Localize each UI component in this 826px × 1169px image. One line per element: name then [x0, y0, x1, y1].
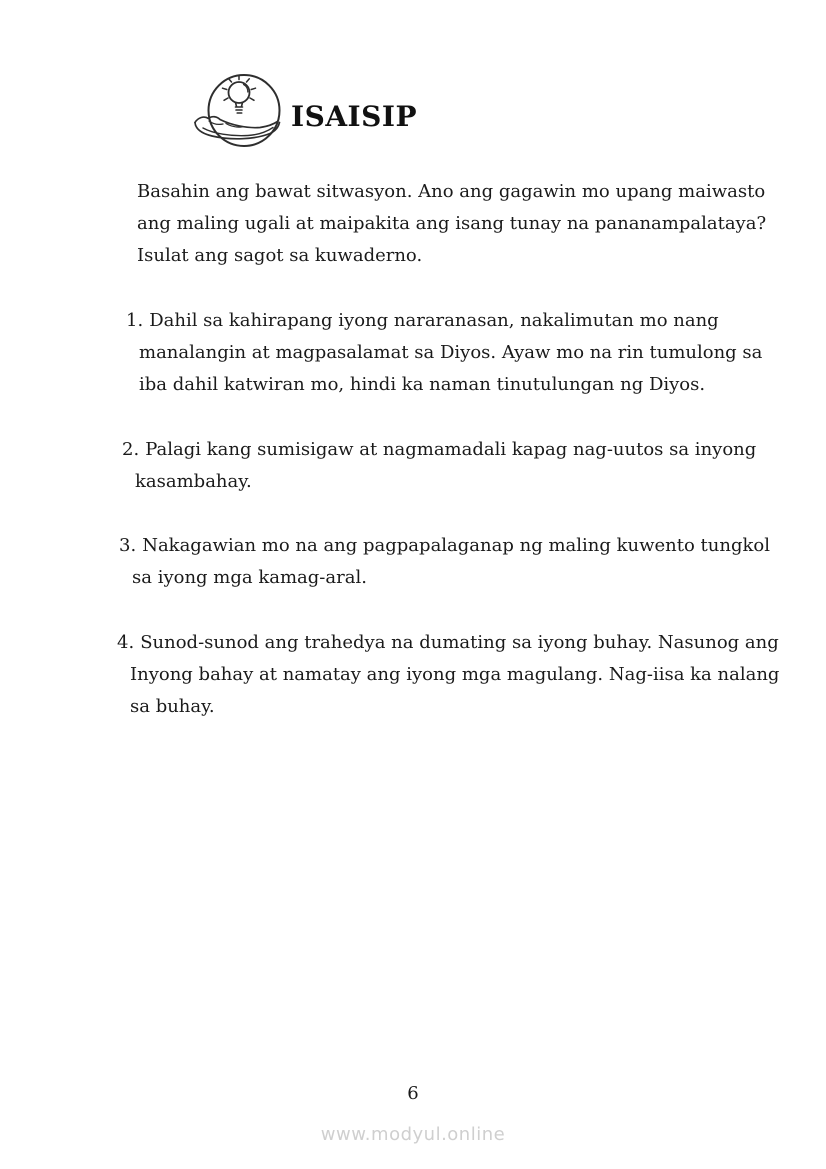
- item-number: 3.: [119, 535, 137, 556]
- item-text-line: kasambahay.: [135, 471, 252, 492]
- item-text-line: Nakagawian mo na ang pagpapalaganap ng maling kuwento tungkol: [142, 535, 770, 556]
- item-number: 1.: [126, 310, 144, 331]
- item-text-line: sa buhay.: [130, 696, 215, 717]
- item-text-line: iba dahil katwiran mo, hindi ka naman tinutulungan ng Diyos.: [139, 374, 706, 395]
- list-item-4: [117, 627, 780, 723]
- list-item-3: [119, 530, 770, 594]
- intro-line: Basahin ang bawat sitwasyon. Ano ang gagawin mo upang maiwasto: [137, 181, 766, 202]
- intro-paragraph: [137, 176, 766, 272]
- item-text-line: Dahil sa kahirapang iyong nararanasan, nakalimutan mo nang: [149, 310, 719, 331]
- list-item-1: [126, 305, 763, 401]
- item-text-line: Sunod-sunod ang trahedya na dumating sa iyong buhay. Nasunog ang: [140, 632, 779, 653]
- watermark: www.modyul.online: [320, 1124, 506, 1145]
- item-number: 2.: [122, 439, 140, 460]
- intro-line: Isulat ang sagot sa kuwaderno.: [137, 245, 423, 266]
- section-title: ISAISIP: [291, 100, 418, 133]
- page-number: 6: [407, 1083, 419, 1104]
- section-header: [0, 0, 826, 160]
- item-text-line: Inyong bahay at namatay ang iyong mga magulang. Nag-iisa ka nalang: [130, 664, 780, 685]
- list-item-2: [122, 434, 757, 498]
- item-text-line: sa iyong mga kamag-aral.: [132, 567, 367, 588]
- intro-line: ang maling ugali at maipakita ang isang tunay na pananampalataya?: [137, 213, 767, 234]
- item-text-line: Palagi kang sumisigaw at nagmamadali kapag nag-uutos sa inyong: [145, 439, 757, 460]
- item-text-line: manalangin at magpasalamat sa Diyos. Ayaw mo na rin tumulong sa: [139, 342, 763, 363]
- item-number: 4.: [117, 632, 135, 653]
- hand-holding-lightbulb-icon: [193, 73, 288, 151]
